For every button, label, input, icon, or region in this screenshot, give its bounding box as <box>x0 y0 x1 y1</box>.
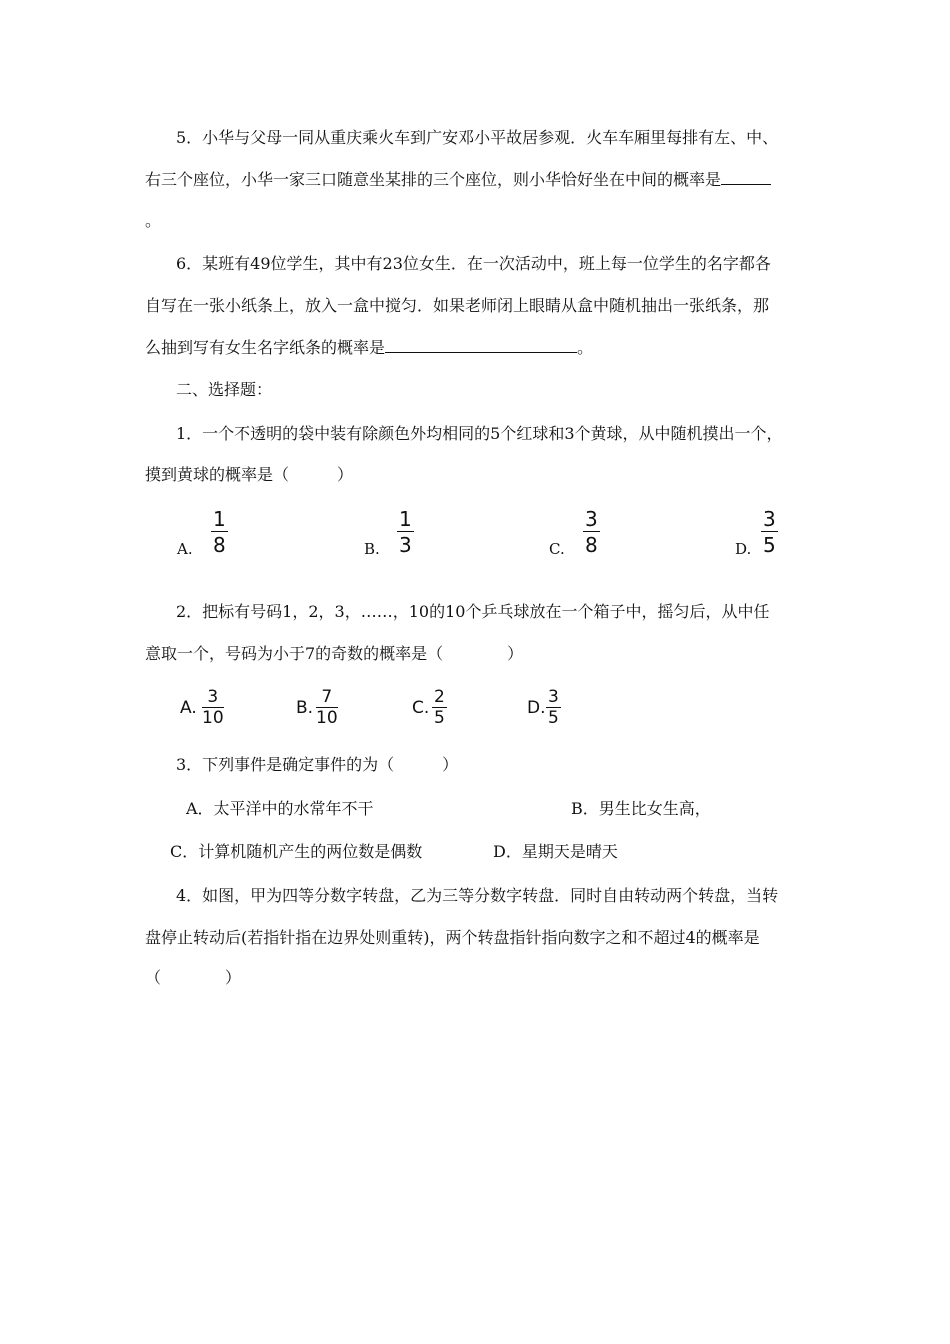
q5-line-3: 。 <box>145 211 162 230</box>
c1-option-a-numerator: 1 <box>213 507 226 531</box>
q5-answer-blank[interactable] <box>721 170 771 185</box>
fraction-bar <box>761 531 778 532</box>
c2-option-b-fraction <box>316 688 338 727</box>
c4-line-1: 4．如图，甲为四等分数字转盘，乙为三等分数字转盘．同时自由转动两个转盘，当转 <box>176 886 779 905</box>
c1-option-b-numerator: 1 <box>399 507 412 531</box>
c2-option-c-numerator: 2 <box>434 687 445 707</box>
q5-line-2 <box>145 170 771 190</box>
c1-option-b-denominator: 3 <box>399 533 412 557</box>
c4-line-2: 盘停止转动后(若指针指在边界处则重转)，两个转盘指针指向数字之和不超过4的概率是 <box>145 928 760 947</box>
c2-option-a-numerator: 3 <box>207 687 219 707</box>
q6-line-3 <box>145 338 593 358</box>
c3-line-1: 3．下列事件是确定事件的为（ ） <box>176 755 459 774</box>
c2-option-c-fraction <box>432 688 447 727</box>
c1-option-c-label: C. <box>549 540 565 558</box>
c1-line-2: 摸到黄球的概率是（ ） <box>145 465 354 484</box>
c1-option-b-fraction <box>397 508 414 556</box>
fraction-bar <box>211 531 228 532</box>
c1-line-1: 1．一个不透明的袋中装有除颜色外均相同的5个红球和3个黄球，从中随机摸出一个， <box>176 424 783 443</box>
c1-option-d-label: D. <box>735 540 752 558</box>
q6-answer-blank[interactable] <box>385 338 577 353</box>
q6-line-3-text: 么抽到写有女生名字纸条的概率是 <box>145 338 386 357</box>
q5-line-1: 5．小华与父母一同从重庆乘火车到广安邓小平故居参观．火车车厢里每排有左、中、 <box>176 128 779 147</box>
c1-option-a-fraction <box>211 508 228 556</box>
q6-line-3-end: 。 <box>577 338 594 357</box>
c3-option-d: D．星期天是晴天 <box>493 842 618 861</box>
c1-option-a-denominator: 8 <box>213 533 226 557</box>
c2-line-1: 2．把标有号码1，2，3，……，10的10个乒乓球放在一个箱子中，摇匀后，从中任 <box>176 602 770 621</box>
c2-option-d-numerator: 3 <box>548 687 559 707</box>
fraction-bar <box>397 531 414 532</box>
c3-option-b: B．男生比女生高， <box>571 799 711 818</box>
c2-option-a-label: A. <box>180 698 197 718</box>
c1-option-d-fraction <box>761 508 778 556</box>
c1-option-b-label: B. <box>364 540 380 558</box>
c3-option-a: A．太平洋中的水常年不干 <box>186 799 374 818</box>
c3-option-c: C．计算机随机产生的两位数是偶数 <box>170 842 423 861</box>
c1-option-a-label: A. <box>177 540 193 558</box>
c2-option-b-label: B. <box>296 698 314 718</box>
c2-line-2: 意取一个，号码为小于7的奇数的概率是（ ） <box>145 644 524 663</box>
c2-option-a-fraction <box>202 688 224 727</box>
c2-option-d-fraction <box>546 688 561 727</box>
c1-option-d-denominator: 5 <box>763 533 776 557</box>
c2-option-b-denominator: 10 <box>316 708 338 728</box>
q6-line-2: 自写在一张小纸条上，放入一盒中搅匀．如果老师闭上眼睛从盒中随机抽出一张纸条，那 <box>145 296 770 315</box>
c1-option-d-numerator: 3 <box>763 507 776 531</box>
q5-line-2-text: 右三个座位，小华一家三口随意坐某排的三个座位，则小华恰好坐在中间的概率是 <box>145 170 722 189</box>
c2-option-d-label: D. <box>527 698 546 718</box>
c1-option-c-fraction <box>583 508 600 556</box>
section-2-title: 二、选择题： <box>176 380 273 399</box>
c2-option-c-label: C. <box>412 698 430 718</box>
c2-option-b-numerator: 7 <box>321 687 333 707</box>
q6-line-1: 6．某班有49位学生，其中有23位女生．在一次活动中，班上每一位学生的名字都各 <box>176 254 771 273</box>
c2-option-d-denominator: 5 <box>548 708 559 728</box>
c1-option-c-denominator: 8 <box>585 533 598 557</box>
fraction-bar <box>583 531 600 532</box>
c2-option-c-denominator: 5 <box>434 708 445 728</box>
c2-option-a-denominator: 10 <box>202 708 224 728</box>
c4-line-3: （ ） <box>145 968 242 987</box>
c1-option-c-numerator: 3 <box>585 507 598 531</box>
